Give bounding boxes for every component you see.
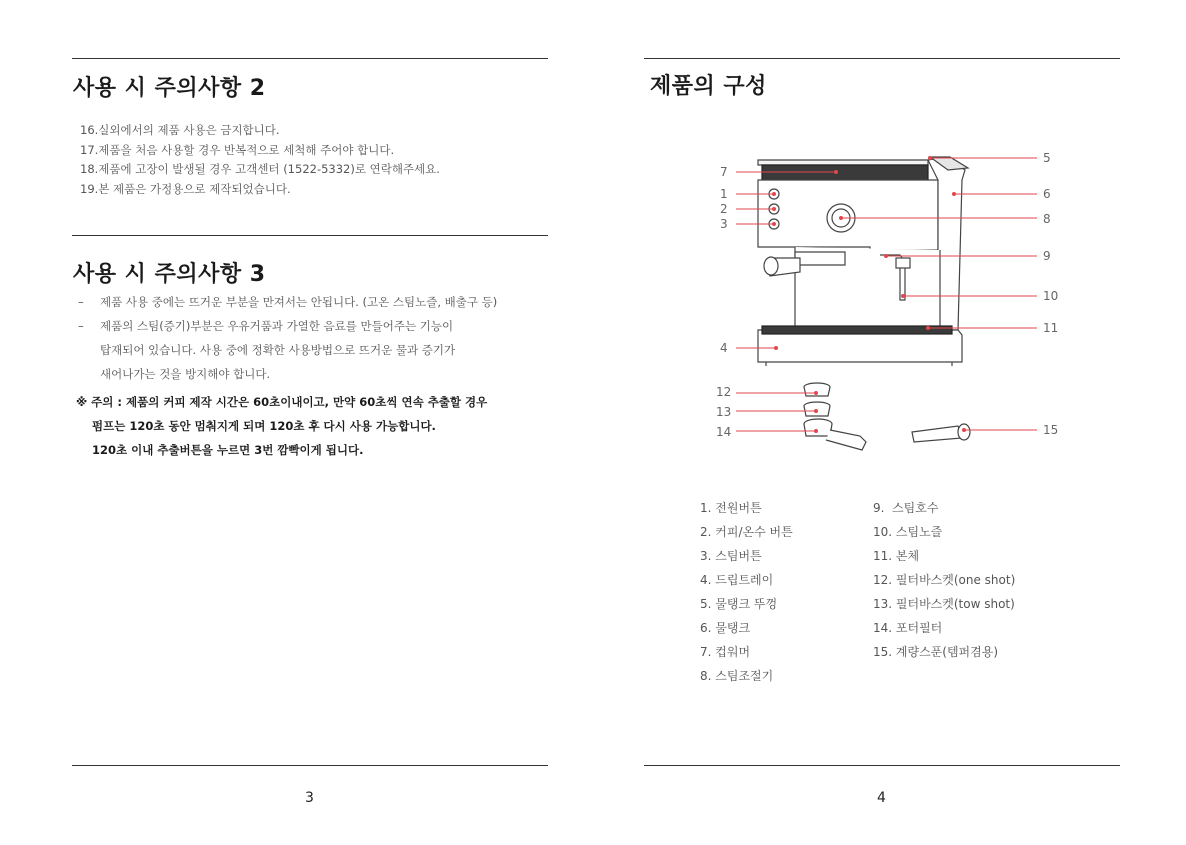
list-item: 6. 물탱크 xyxy=(700,621,751,635)
callout-2: 2 xyxy=(720,202,728,216)
list-item: 1. 전원버튼 xyxy=(700,501,762,515)
bottom-rule-right xyxy=(644,765,1120,766)
item-text: 제품 사용 중에는 뜨거운 부분을 만져서는 안됩니다. (고온 스팀노즐, 배출구 등) xyxy=(100,295,498,309)
callout-9: 9 xyxy=(1043,249,1051,263)
callout-7: 7 xyxy=(720,165,728,179)
list-item: 17.제품을 처음 사용할 경우 반복적으로 세척해 주어야 합니다. xyxy=(80,142,395,157)
item-text: 제품의 스팀(증기)부분은 우유거품과 가열한 음료를 만들어주는 기능이 xyxy=(100,319,454,333)
list-item: 15. 계량스푼(템퍼겸용) xyxy=(873,645,998,659)
list-item: 9. 스팀호수 xyxy=(873,501,939,515)
callout-3: 3 xyxy=(720,217,728,231)
callout-5: 5 xyxy=(1043,151,1051,165)
list-item: 16.실외에서의 제품 사용은 금지합니다. xyxy=(80,123,280,137)
list-item-continuation: 새어나가는 것을 방지해야 합니다. xyxy=(100,367,271,381)
page-number: 4 xyxy=(877,790,886,806)
note-line: ※ 주의 : 제품의 커피 제작 시간은 60초이내이고, 만약 60초씩 연속 추출할 경우 xyxy=(76,395,488,409)
list-item: 2. 커피/온수 버튼 xyxy=(700,525,793,539)
list-item-continuation: 탑재되어 있습니다. 사용 중에 정확한 사용방법으로 뜨거운 물과 증기가 xyxy=(100,343,456,357)
page-title: 제품의 구성 xyxy=(650,74,767,99)
note-line: 펌프는 120초 동안 멈춰지게 되며 120초 후 다시 사용 가능합니다. xyxy=(92,419,436,433)
section3-title: 사용 시 주의사항 3 xyxy=(73,262,266,287)
callout-13: 13 xyxy=(716,405,732,419)
callout-14: 14 xyxy=(716,425,732,439)
list-item: 11. 본체 xyxy=(873,549,920,563)
callout-1: 1 xyxy=(720,187,728,201)
callout-15: 15 xyxy=(1043,423,1059,437)
dash-bullet: – xyxy=(78,319,84,333)
list-item: 12. 필터바스켓(one shot) xyxy=(873,573,1016,587)
list-item: 4. 드립트레이 xyxy=(700,573,774,587)
callout-11: 11 xyxy=(1043,321,1059,335)
list-item: 3. 스팀버튼 xyxy=(700,549,762,563)
list-item: 7. 컵워머 xyxy=(700,645,751,659)
parts-list-col2 xyxy=(873,496,1015,664)
callout-12: 12 xyxy=(716,385,732,399)
list-item: 8. 스팀조절기 xyxy=(700,669,774,683)
section2-title: 사용 시 주의사항 2 xyxy=(73,76,266,101)
page-number: 3 xyxy=(305,790,314,806)
list-item: 13. 필터바스켓(tow shot) xyxy=(873,597,1015,611)
parts-list-col1 xyxy=(700,496,793,688)
note-line: 120초 이내 추출버튼을 누르면 3번 깜빡이게 됩니다. xyxy=(92,443,364,457)
dash-bullet: – xyxy=(78,295,84,309)
callout-10: 10 xyxy=(1043,289,1059,303)
list-item: 5. 물탱크 뚜껑 xyxy=(700,597,778,611)
callout-8: 8 xyxy=(1043,212,1051,226)
list-item: 14. 포터필터 xyxy=(873,621,943,635)
list-item: 19.본 제품은 가정용으로 제작되었습니다. xyxy=(80,181,291,196)
callout-4: 4 xyxy=(720,341,728,355)
callout-6: 6 xyxy=(1043,187,1051,201)
list-item: 10. 스팀노즐 xyxy=(873,525,943,539)
list-item: 18.제품에 고장이 발생될 경우 고객센터 (1522-5332)로 연락해주세요. xyxy=(80,162,440,176)
